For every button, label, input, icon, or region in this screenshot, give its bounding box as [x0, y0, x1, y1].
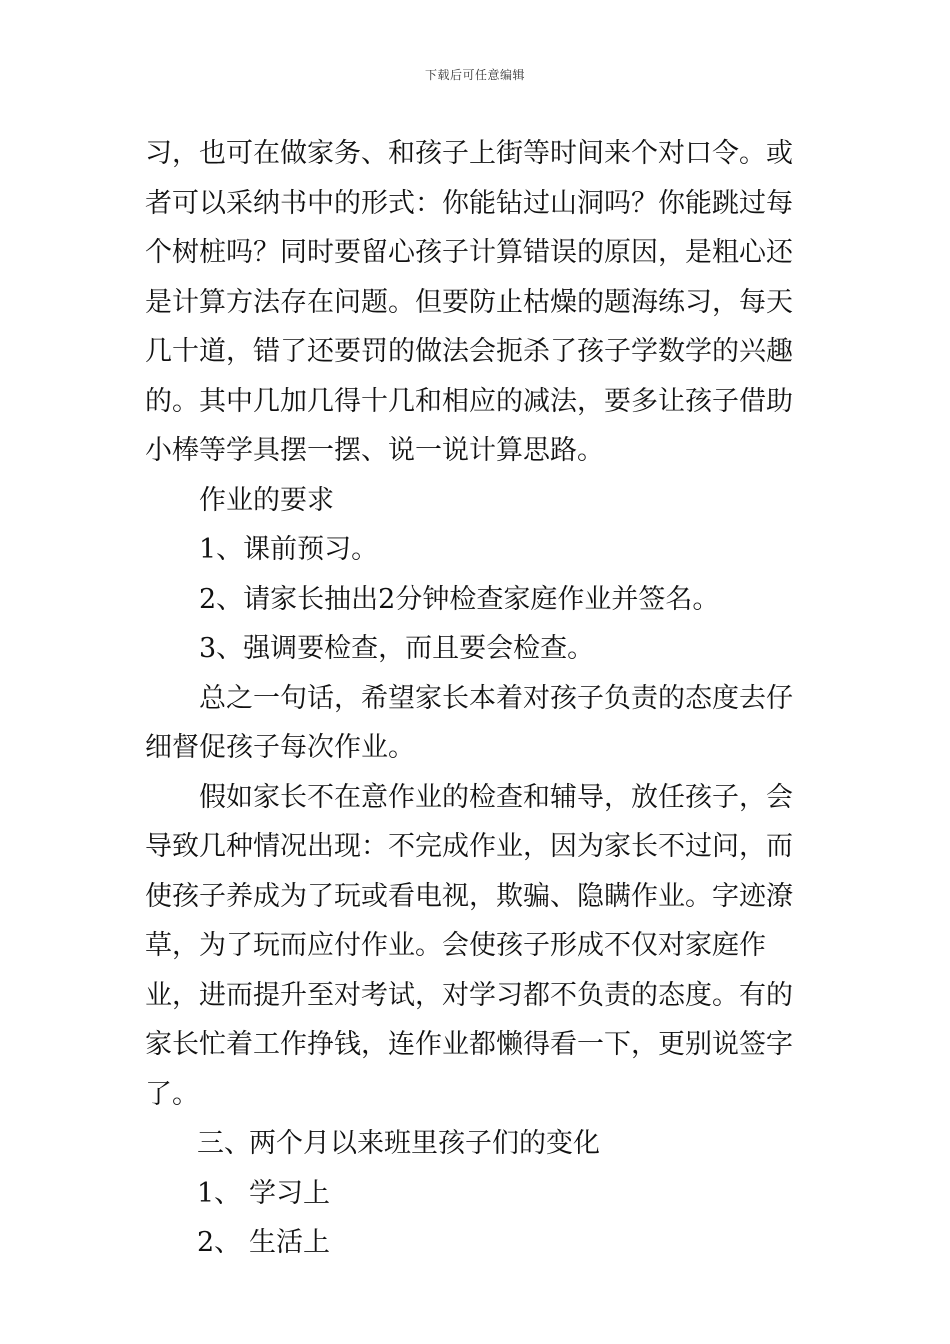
- page-header: 下载后可任意编辑: [424, 68, 525, 82]
- section-3-item-1: [145, 1169, 810, 1219]
- item-2-number: 2、: [197, 1227, 242, 1258]
- section-3-number: 三、: [197, 1128, 251, 1159]
- heading-homework-requirements: 作业的要求: [199, 484, 334, 516]
- paragraph-consequences: 假如家长不在意作业的检查和辅导，放任孩子，会导致几种情况出现：不完成作业，因为家长不过问，而使孩子养成为了玩或看电视，欺骗、隐瞒作业。字迹潦草，为了玩而应付作业。会使孩子形成不仅对家庭作业，进而提升至对考试，对学习都不负责的态度。有的家长忙着工作挣钱，连作业都懒得看一下，更别说签字了。: [145, 781, 793, 1110]
- paragraph-arithmetic-practice: 习，也可在做家务、和孩子上街等时间来个对口令。或者可以采纳书中的形式：你能钻过山洞吗？你能跳过每个树桩吗？同时要留心孩子计算错误的原因，是粗心还是计算方法存在问题。但要防止枯燥的题海练习，每天几十道，错了还要罚的做法会扼杀了孩子学数学的兴趣的。其中几加几得十几和相应的减法，要多让孩子借助小棒等学具摆一摆、说一说计算思路。: [145, 138, 793, 466]
- requirement-item-3: 3、强调要检查，而且要会检查。: [199, 633, 595, 664]
- section-3-title: 两个月以来班里孩子们的变化: [249, 1128, 600, 1159]
- requirement-item-1: 1、课前预习。: [199, 534, 379, 565]
- item-1-title: 学习上: [249, 1177, 330, 1209]
- section-3-item-2: [145, 1218, 810, 1268]
- section-3-heading: [145, 1119, 810, 1169]
- item-2-title: 生活上: [249, 1227, 330, 1258]
- requirement-item-2: 2、请家长抽出2分钟检查家庭作业并签名。: [199, 583, 720, 615]
- paragraph-summary: 总之一句话，希望家长本着对孩子负责的态度去仔细督促孩子每次作业。: [145, 682, 793, 763]
- document-body: [145, 129, 810, 1268]
- item-1-number: 1、: [197, 1177, 242, 1209]
